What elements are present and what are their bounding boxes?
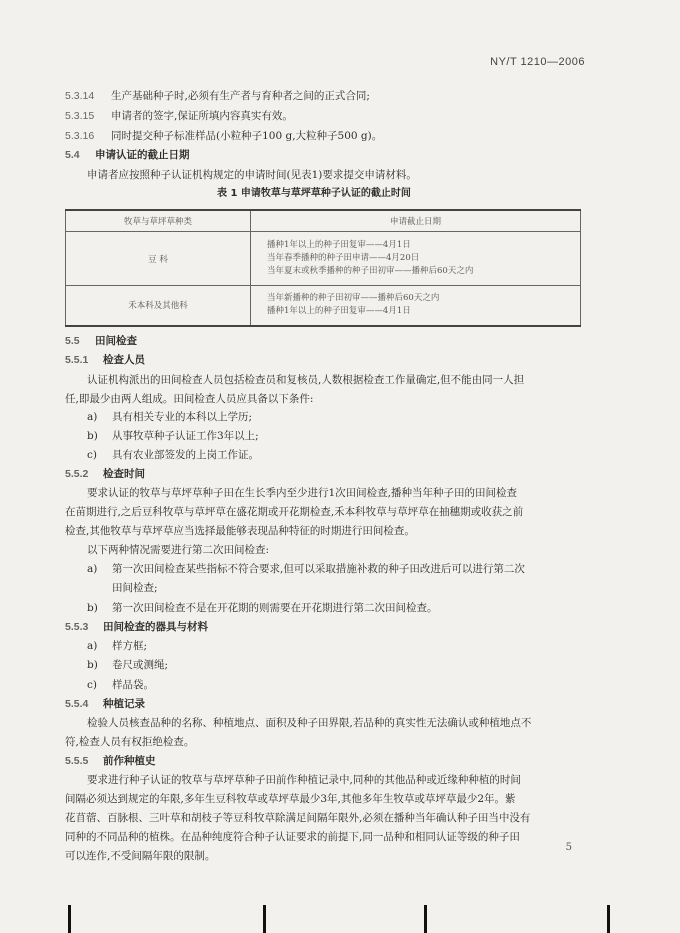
table-header-deadline: 申请截止日期 (251, 210, 581, 232)
paragraph-line: 间隔必须达到规定的年限,多年生豆科牧草或草坪草最少3年,其他多年生牧草或草坪草最少2年。紫 (65, 793, 516, 805)
section-number: 5.5.5 (65, 755, 89, 767)
section-5-5-3-heading (65, 620, 208, 634)
list-item (87, 639, 147, 653)
scan-binding-mark (424, 905, 427, 933)
list-item (87, 410, 252, 424)
table-caption: 表 1 申请牧草与草坪草种子认证的截止时间 (217, 188, 411, 199)
list-item (87, 448, 259, 462)
standard-code: NY/T 1210—2006 (490, 56, 585, 68)
list-marker: a) (87, 640, 98, 652)
section-5-5-heading (65, 334, 137, 348)
paragraph-line: 认证机构派出的田间检查人员包括检查员和复核员,人数根据检查工作量确定,但不能由同一人担 (87, 374, 525, 386)
paragraph-line: 可以连作,不受间隔年限的限制。 (65, 850, 216, 862)
list-text: 第一次田间检查某些指标不符合要求,但可以采取措施补救的种子田改进后可以进行第二次 (112, 563, 525, 575)
paragraph-line: 在苗期进行,之后豆科牧草与草坪草在盛花期或开花期检查,禾本科牧草与草坪草在抽穗期或收获之前 (65, 506, 524, 518)
paragraph-line: 以下两种情况需要进行第二次田间检查: (87, 544, 270, 556)
list-text: 样方框; (112, 640, 148, 652)
list-item (87, 562, 525, 576)
section-number: 5.5.2 (65, 468, 89, 480)
paragraph-line: 符,检查人员有权拒绝检查。 (65, 736, 195, 748)
section-5-5-4-heading (65, 697, 145, 711)
list-item (87, 601, 438, 615)
section-number: 5.5.4 (65, 698, 89, 710)
paragraph-line: 检验人员核查品种的名称、种植地点、面积及种子田界限,若品种的真实性无法确认或种植地点不 (87, 717, 532, 729)
section-number: 5.5.1 (65, 354, 89, 366)
item-number: 5.3.16 (65, 130, 95, 142)
paragraph-line: 要求认证的牧草与草坪草种子田在生长季内至少进行1次田间检查,播种当年种子田的田间检查 (87, 487, 518, 499)
section-5-5-1-heading (65, 353, 145, 367)
section-number: 5.4 (65, 149, 80, 161)
section-title: 申请认证的截止日期 (95, 149, 190, 161)
item-5-3-14 (65, 89, 370, 103)
table-cell-species: 禾本科及其他科 (66, 286, 251, 326)
list-marker: b) (87, 430, 98, 442)
list-item (87, 429, 259, 443)
table-cell-deadline (251, 286, 581, 326)
item-5-3-15 (65, 109, 293, 123)
paragraph-line: 检查,其他牧草与草坪草应当选择最能够表现品种特征的时期进行田间检查。 (65, 525, 415, 537)
table-cell-deadline (251, 232, 581, 286)
list-item (87, 658, 168, 672)
list-marker: c) (87, 679, 97, 691)
section-5-5-2-heading (65, 467, 145, 481)
scan-binding-mark (607, 905, 610, 933)
section-title: 检查时间 (103, 468, 145, 480)
deadline-table (65, 209, 581, 327)
item-text: 申请者的签字,保证所填内容真实有效。 (111, 110, 293, 122)
list-marker: a) (87, 563, 98, 575)
deadline-line: 当年夏末或秋季播种的种子田初审——播种后60天之内 (267, 266, 474, 276)
item-number: 5.3.15 (65, 110, 95, 122)
section-title: 前作种植史 (103, 755, 156, 767)
list-text-continued: 田间检查; (112, 582, 158, 594)
table-header-species: 牧草与草坪草种类 (66, 210, 251, 232)
paragraph-line: 要求进行种子认证的牧草与草坪草种子田前作种植记录中,同种的其他品种或近缘种种植的时间 (87, 774, 521, 786)
item-5-3-16 (65, 129, 382, 143)
list-item (87, 678, 154, 692)
section-title: 检查人员 (103, 354, 145, 366)
section-number: 5.5 (65, 335, 80, 347)
section-5-4-paragraph: 申请者应按照种子认证机构规定的申请时间(见表1)要求提交申请材料。 (87, 169, 417, 181)
list-text: 样品袋。 (112, 679, 154, 691)
section-title: 田间检查 (95, 335, 137, 347)
section-5-4-heading (65, 148, 190, 162)
page-number: 5 (565, 842, 572, 853)
deadline-line: 播种1年以上的种子田复审——4月1日 (267, 240, 411, 250)
item-number: 5.3.14 (65, 90, 95, 102)
scan-binding-mark (263, 905, 266, 933)
list-marker: c) (87, 449, 97, 461)
paragraph-line: 花苜蓿、百脉根、三叶草和胡枝子等豆科牧草除满足间隔年限外,必须在播种当年确认种子田当中没有 (65, 812, 531, 824)
scan-binding-mark (68, 905, 71, 933)
table-cell-species: 豆 科 (66, 232, 251, 286)
section-number: 5.5.3 (65, 621, 89, 633)
deadline-line: 播种1年以上的种子田复审——4月1日 (267, 306, 411, 317)
paragraph-line: 任,即最少由两人组成。田间检查人员应具备以下条件: (65, 393, 314, 405)
list-text: 具有相关专业的本科以上学历; (112, 411, 253, 423)
section-title: 田间检查的器具与材料 (103, 621, 208, 633)
section-title: 种植记录 (103, 698, 145, 710)
list-marker: b) (87, 659, 98, 671)
item-text: 生产基础种子时,必须有生产者与育种者之间的正式合同; (111, 90, 370, 102)
section-5-5-5-heading (65, 754, 156, 768)
list-marker: b) (87, 602, 98, 614)
deadline-line: 当年新播种的种子田初审——播种后60天之内 (267, 293, 440, 304)
item-text: 同时提交种子标准样品(小粒种子100 g,大粒种子500 g)。 (111, 130, 383, 142)
list-marker: a) (87, 411, 98, 423)
list-text: 从事牧草种子认证工作3年以上; (112, 430, 259, 442)
deadline-line: 当年春季播种的种子田申请——4月20日 (267, 253, 420, 263)
paragraph-line: 同种的不同品种的植株。在品种纯度符合种子认证要求的前提下,同一品种和相同认证等级的种子田 (65, 831, 520, 843)
list-text: 第一次田间检查不是在开花期的则需要在开花期进行第二次田间检查。 (112, 602, 438, 614)
list-text: 具有农业部签发的上岗工作证。 (112, 449, 259, 461)
list-text: 卷尺或测绳; (112, 659, 169, 671)
